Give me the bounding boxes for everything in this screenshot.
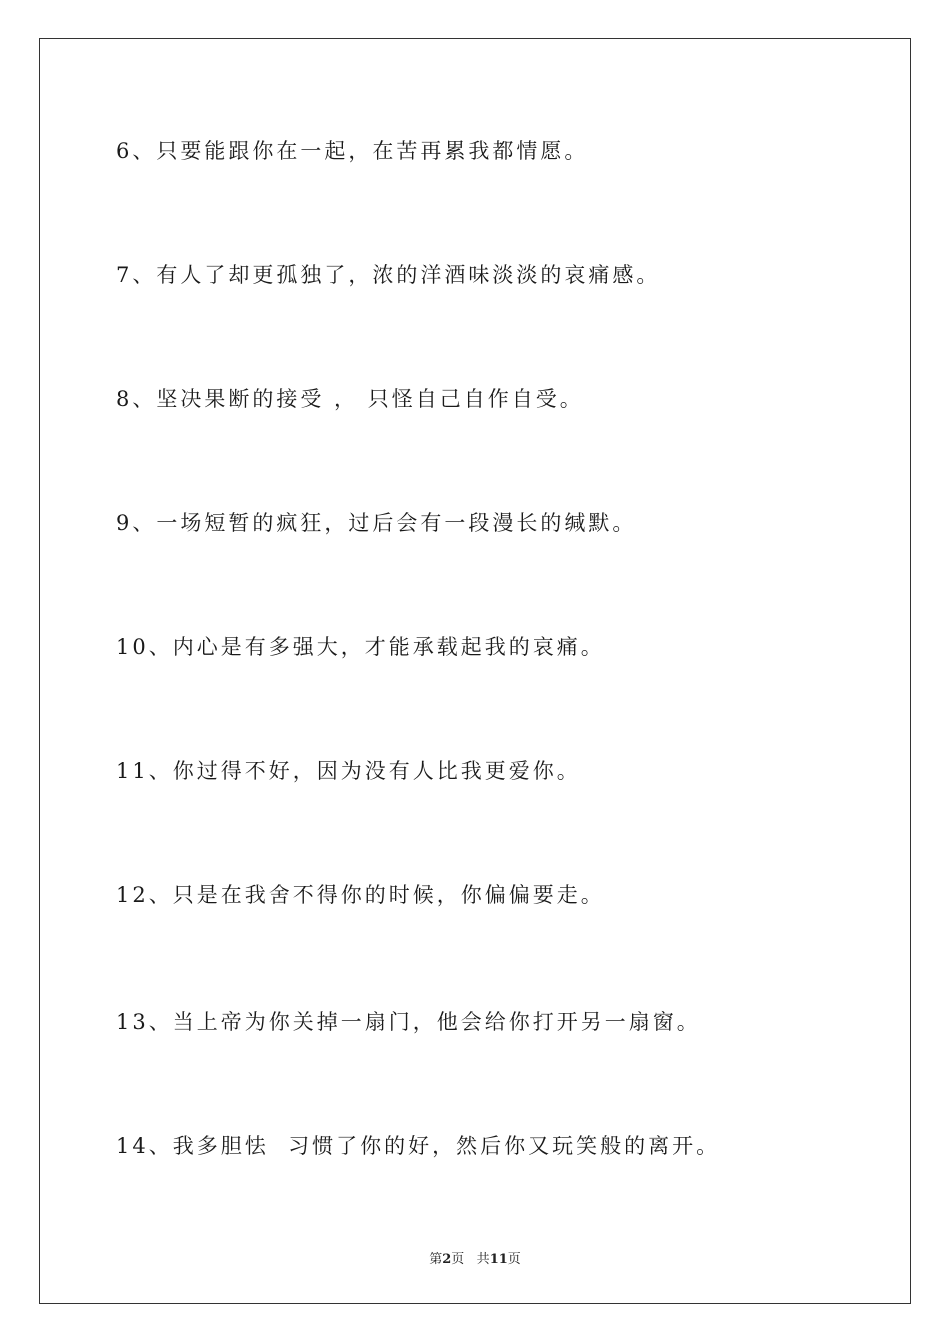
text-line-8: 8、坚决果断的接受 ， 只怪自己自作自受。 [116,387,584,411]
page-border [39,38,911,1304]
text-line-13: 13、当上帝为你关掉一扇门，他会给你打开另一扇窗。 [116,1010,701,1034]
footer-current-page: 2 [442,1252,452,1267]
text-line-12: 12、只是在我舍不得你的时候，你偏偏要走。 [116,883,605,907]
footer-total-unit: 页 [507,1252,521,1267]
text-line-9: 9、一场短暂的疯狂，过后会有一段漫长的缄默。 [116,511,637,535]
page-footer [0,1248,950,1267]
footer-prefix: 第 [429,1252,443,1267]
text-line-10: 10、内心是有多强大，才能承载起我的哀痛。 [116,635,605,659]
text-line-14: 14、我多胆怯 习惯了你的好，然后你又玩笑般的离开。 [116,1134,721,1158]
footer-total-prefix: 共 [476,1252,490,1267]
footer-page-unit: 页 [451,1252,465,1267]
text-line-7: 7、有人了却更孤独了，浓的洋酒味淡淡的哀痛感。 [116,263,661,287]
text-line-11: 11、你过得不好，因为没有人比我更爱你。 [116,759,581,783]
footer-total-pages: 11 [489,1252,508,1267]
text-line-6: 6、只要能跟你在一起，在苦再累我都情愿。 [116,139,589,163]
